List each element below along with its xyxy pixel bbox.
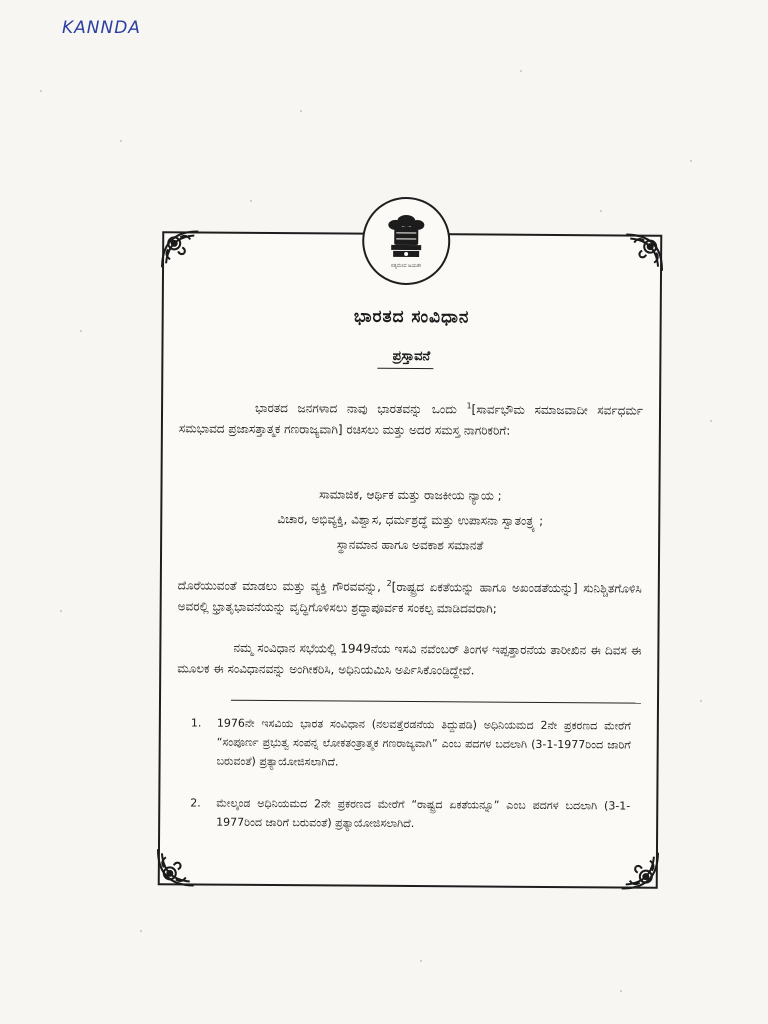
speck [60, 610, 62, 612]
national-emblem-icon [362, 197, 451, 286]
speck [710, 420, 712, 422]
speck [690, 160, 692, 162]
section-heading: ಪ್ರಸ್ತಾವನೆ [392, 348, 431, 365]
footnote-divider [231, 700, 641, 704]
speck [420, 960, 422, 962]
speck [700, 700, 702, 702]
footnote-text: ಮೇಲ್ಕಂಡ ಅಧಿನಿಯಮದ 2ನೇ ಪ್ರಕರಣದ ಮೇರೆಗೆ “ರಾಷ್ಟ್ರದ ಏಕತೆಯನ್ನೂ” ಎಂಬ ಪದಗಳ ಬದಲಾಗಿ (3-1-1977ರಿಂದ ಜಾರಿಗೆ ಬರುವಂತೆ) ಪ್ರತ್ಯಾಯೋಜಿಸಲಾಗಿದೆ. [216, 796, 631, 831]
preamble-paragraph-2 [178, 571, 642, 620]
speck [140, 930, 142, 932]
liberty-line: ವಿಚಾರ, ಅಭಿವ್ಯಕ್ತಿ, ವಿಶ್ವಾಸ, ಧರ್ಮಶ್ರದ್ಧೆ ಮತ್ತು ಉಪಾಸನಾ ಸ್ವಾತಂತ್ರ್ಯ ; [277, 512, 544, 528]
preamble-frame [158, 231, 663, 888]
speck [120, 140, 122, 142]
footnote-number: 1. [190, 716, 202, 730]
footnote-text: 1976ನೇ ಇಸವಿಯ ಭಾರತ ಸಂವಿಧಾನ (ನಲವತ್ತೆರಡನೆಯ ತಿದ್ದುಪಡಿ) ಅಧಿನಿಯಮದ 2ನೇ ಪ್ರಕರಣದ ಮೇರೆಗೆ “ಸಂಪೂರ್ಣ ಪ್ರಭುತ್ವ ಸಂಪನ್ನ ಲೋಕತಂತ್ರಾತ್ಮಕ ಗಣರಾಜ್ಯವಾಗಿ” ಎಂಬ ಪದಗಳ ಬದಲಾಗಿ (3-1-1977ರಿಂದ ಜಾರಿಗೆ ಬರುವಂತೆ) ಪ್ರತ್ಯಾಯೋಜಿಸಲಾಗಿದೆ. [216, 716, 631, 769]
preamble-text: ನಮ್ಮ ಸಂವಿಧಾನ ಸಭೆಯಲ್ಲಿ 1949ನೆಯ ಇಸವಿ ನವೆಂಬರ್ ತಿಂಗಳ ಇಪ್ಪತ್ತಾರನೆಯ ತಾರೀಖಿನ ಈ ದಿವಸ ಈ ಮೂಲಕ ಈ ಸಂವಿಧಾನವನ್ನು ಅಂಗೀಕರಿಸಿ, ಅಧಿನಿಯಮಿಸಿ ಅರ್ಪಿಸಿಕೊಂಡಿದ್ದೇವೆ. [177, 640, 642, 678]
footnote-marker: 2 [386, 578, 392, 588]
preamble-text: [ರಾಷ್ಟ್ರದ ಏಕತೆಯನ್ನು ಹಾಗೂ ಅಖಂಡತೆಯನ್ನು] ಸುನಿಶ್ಚಿತಗೊಳಿಸಿ ಅವರಲ್ಲಿ ಭ್ರಾತೃಭಾವನೆಯನ್ನು ವೃದ್ಧಿಗೊಳಿಸಲು ಶ್ರದ್ಧಾಪೂರ್ವಕ ಸಂಕಲ್ಪ ಮಾಡಿದವರಾಗಿ; [177, 579, 642, 616]
speck [300, 110, 302, 112]
speck [40, 90, 42, 92]
handwritten-language-label: KANNDA [62, 18, 141, 38]
heading-underline [377, 368, 433, 369]
corner-ornament-icon [158, 227, 202, 271]
speck [620, 990, 622, 992]
footnote-item [190, 714, 631, 774]
footnote-marker: 1 [466, 401, 472, 411]
corner-ornament-icon [622, 230, 666, 274]
speck [250, 200, 252, 202]
footnote-item [190, 794, 631, 835]
emblem-motto: ಸತ್ಯಮೇವ ಜಯತೇ [390, 262, 422, 270]
preamble-paragraph-3 [177, 637, 641, 682]
justice-line: ಸಾಮಾಜಿಕ, ಆರ್ಥಿಕ ಮತ್ತು ರಾಜಕೀಯ ನ್ಯಾಯ ; [319, 487, 502, 503]
equality-line: ಸ್ಥಾನಮಾನ ಹಾಗೂ ಅವಕಾಶ ಸಮಾನತೆ [336, 537, 484, 553]
speck [520, 70, 522, 72]
preamble-text: ಭಾರತದ ಜನಗಳಾದ ನಾವು ಭಾರತವನ್ನು ಒಂದು [255, 400, 457, 417]
speck [600, 210, 602, 212]
preamble-paragraph-1 [179, 393, 643, 442]
footnote-number: 2. [190, 796, 201, 810]
preamble-text: [ಸಾರ್ವಭೌಮ ಸಮಾಜವಾದೀ ಸರ್ವಧರ್ಮ ಸಮಭಾವದ ಪ್ರಜಾಸತ್ತಾತ್ಮಕ ಗಣರಾಜ್ಯವಾಗಿ] ರಚಿಸಲು ಮತ್ತು ಅದರ ಸಮಸ್ತ ನಾಗರಿಕರಿಗೆ: [178, 402, 644, 438]
page-title: ಭಾರತದ ಸಂವಿಧಾನ [353, 306, 470, 328]
corner-ornament-icon [618, 848, 662, 892]
preamble-text: ದೊರೆಯುವಂತೆ ಮಾಡಲು ಮತ್ತು ವ್ಯಕ್ತಿ ಗೌರವವನ್ನು, [177, 578, 382, 594]
corner-ornament-icon [154, 845, 198, 889]
speck [80, 330, 82, 332]
